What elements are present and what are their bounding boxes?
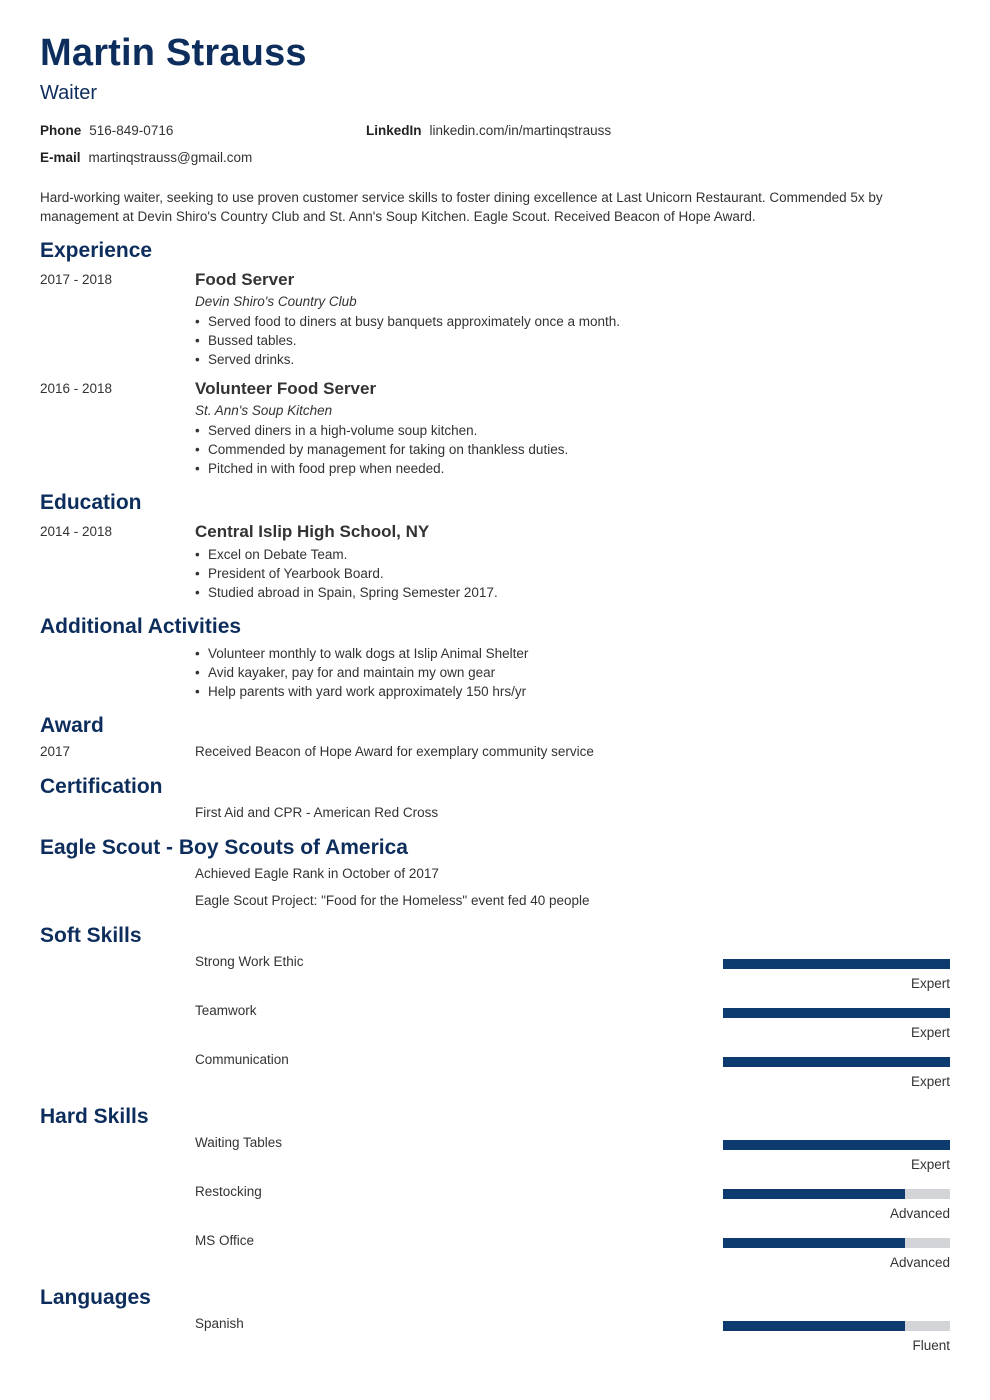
rating-segment-empty — [905, 1238, 951, 1248]
rating-segment-filled — [814, 1189, 860, 1199]
list-item: • Excel on Debate Team. — [195, 545, 915, 564]
job-bullets — [195, 312, 915, 369]
rating-segment-filled — [905, 1057, 951, 1067]
section-heading-languages: Languages — [40, 1286, 151, 1309]
skill-level: Expert — [910, 1025, 950, 1040]
section-heading-certification: Certification — [40, 775, 163, 798]
summary: Hard-working waiter, seeking to use proven customer service skills to foster dining excellence at Last Unicorn Restaurant. Commended 5x by management at Devin Shiro's Country Club and St. Ann's Soup Kitchen. Eagle Scout. Received Beacon of Hope Award. — [40, 190, 883, 224]
skill-level: Expert — [910, 976, 950, 991]
school-name: Central Islip High School, NY — [195, 522, 430, 541]
email-label: E-mail — [40, 150, 81, 165]
skill-rating-bar — [723, 959, 950, 969]
rating-segment-empty — [905, 1189, 951, 1199]
list-item: • Commended by management for taking on thankless duties. — [195, 440, 915, 459]
job-dates: 2017 - 2018 — [40, 272, 113, 287]
skill-rating-bar — [723, 1140, 950, 1150]
rating-segment-filled — [768, 1321, 814, 1331]
job-dates: 2016 - 2018 — [40, 381, 113, 396]
rating-segment-filled — [723, 1189, 769, 1199]
skill-name: Strong Work Ethic — [195, 954, 304, 969]
skill-rating-bar — [723, 1057, 950, 1067]
rating-segment-filled — [859, 1057, 905, 1067]
eagle-line-1: Achieved Eagle Rank in October of 2017 — [195, 866, 439, 881]
phone-label: Phone — [40, 123, 82, 138]
rating-segment-filled — [859, 1008, 905, 1018]
job-employer: Devin Shiro's Country Club — [195, 294, 357, 309]
section-heading-activities: Additional Activities — [40, 615, 242, 638]
rating-segment-filled — [814, 1321, 860, 1331]
skill-level: Advanced — [889, 1206, 950, 1221]
rating-segment-filled — [723, 1008, 769, 1018]
section-heading-eagle-scout: Eagle Scout - Boy Scouts of America — [40, 836, 408, 859]
rating-segment-filled — [768, 1238, 814, 1248]
skill-rating-bar — [723, 1008, 950, 1018]
list-item: • President of Yearbook Board. — [195, 564, 915, 583]
rating-segment-empty — [905, 1321, 951, 1331]
skill-rating-bar — [723, 1189, 950, 1199]
skill-level: Advanced — [889, 1255, 950, 1270]
skill-name: Communication — [195, 1052, 289, 1067]
list-item: • Studied abroad in Spain, Spring Semester 2017. — [195, 583, 915, 602]
linkedin-label: LinkedIn — [366, 123, 422, 138]
rating-segment-filled — [859, 1238, 905, 1248]
rating-segment-filled — [814, 1238, 860, 1248]
rating-segment-filled — [768, 1140, 814, 1150]
education-bullets — [195, 545, 915, 602]
job-title: Volunteer Food Server — [195, 379, 377, 398]
rating-segment-filled — [723, 959, 769, 969]
job-bullets — [195, 421, 915, 478]
job-employer: St. Ann's Soup Kitchen — [195, 403, 333, 418]
list-item: • Served drinks. — [195, 350, 915, 369]
rating-segment-filled — [768, 1057, 814, 1067]
rating-segment-filled — [723, 1140, 769, 1150]
skill-name: Teamwork — [195, 1003, 257, 1018]
contact-email — [40, 150, 252, 165]
rating-segment-filled — [723, 1238, 769, 1248]
list-item: • Avid kayaker, pay for and maintain my own gear — [195, 663, 915, 682]
candidate-name: Martin Strauss — [40, 32, 307, 74]
list-item: • Served food to diners at busy banquets approximately once a month. — [195, 312, 915, 331]
email-value[interactable]: martinqstrauss@gmail.com — [88, 150, 253, 165]
list-item: • Bussed tables. — [195, 331, 915, 350]
rating-segment-filled — [859, 1140, 905, 1150]
list-item: • Served diners in a high-volume soup kitchen. — [195, 421, 915, 440]
rating-segment-filled — [723, 1321, 769, 1331]
rating-segment-filled — [814, 1140, 860, 1150]
award-text: Received Beacon of Hope Award for exemplary community service — [195, 744, 594, 759]
skill-level: Expert — [910, 1074, 950, 1089]
rating-segment-filled — [814, 1057, 860, 1067]
candidate-title: Waiter — [40, 82, 98, 104]
education-dates: 2014 - 2018 — [40, 524, 113, 539]
language-name: Spanish — [195, 1316, 244, 1331]
contact-linkedin — [366, 123, 611, 138]
rating-segment-filled — [768, 1189, 814, 1199]
section-heading-experience: Experience — [40, 239, 153, 262]
section-heading-education: Education — [40, 491, 142, 514]
skill-name: Waiting Tables — [195, 1135, 283, 1150]
rating-segment-filled — [905, 1140, 951, 1150]
section-heading-award: Award — [40, 714, 104, 737]
skill-rating-bar — [723, 1238, 950, 1248]
list-item: • Volunteer monthly to walk dogs at Islip Animal Shelter — [195, 644, 915, 663]
rating-segment-filled — [768, 959, 814, 969]
linkedin-value[interactable]: linkedin.com/in/martinqstrauss — [429, 123, 612, 138]
section-heading-hard-skills: Hard Skills — [40, 1105, 149, 1128]
contact-phone — [40, 123, 173, 138]
skill-name: Restocking — [195, 1184, 262, 1199]
rating-segment-filled — [723, 1057, 769, 1067]
job-title: Food Server — [195, 270, 295, 289]
phone-value: 516-849-0716 — [89, 123, 174, 138]
certification-text: First Aid and CPR - American Red Cross — [195, 805, 439, 820]
language-rating-bar — [723, 1321, 950, 1331]
list-item: • Pitched in with food prep when needed. — [195, 459, 915, 478]
rating-segment-filled — [859, 959, 905, 969]
list-item: • Help parents with yard work approximately 150 hrs/yr — [195, 682, 915, 701]
rating-segment-filled — [859, 1189, 905, 1199]
skill-level: Expert — [910, 1157, 950, 1172]
section-heading-soft-skills: Soft Skills — [40, 924, 142, 947]
skill-name: MS Office — [195, 1233, 255, 1248]
rating-segment-filled — [768, 1008, 814, 1018]
award-year: 2017 — [40, 744, 71, 759]
eagle-line-2: Eagle Scout Project: "Food for the Homeless" event fed 40 people — [195, 893, 590, 908]
rating-segment-filled — [905, 1008, 951, 1018]
rating-segment-filled — [905, 959, 951, 969]
rating-segment-filled — [859, 1321, 905, 1331]
activities-bullets — [195, 644, 915, 701]
rating-segment-filled — [814, 1008, 860, 1018]
rating-segment-filled — [814, 959, 860, 969]
language-level: Fluent — [912, 1338, 950, 1353]
